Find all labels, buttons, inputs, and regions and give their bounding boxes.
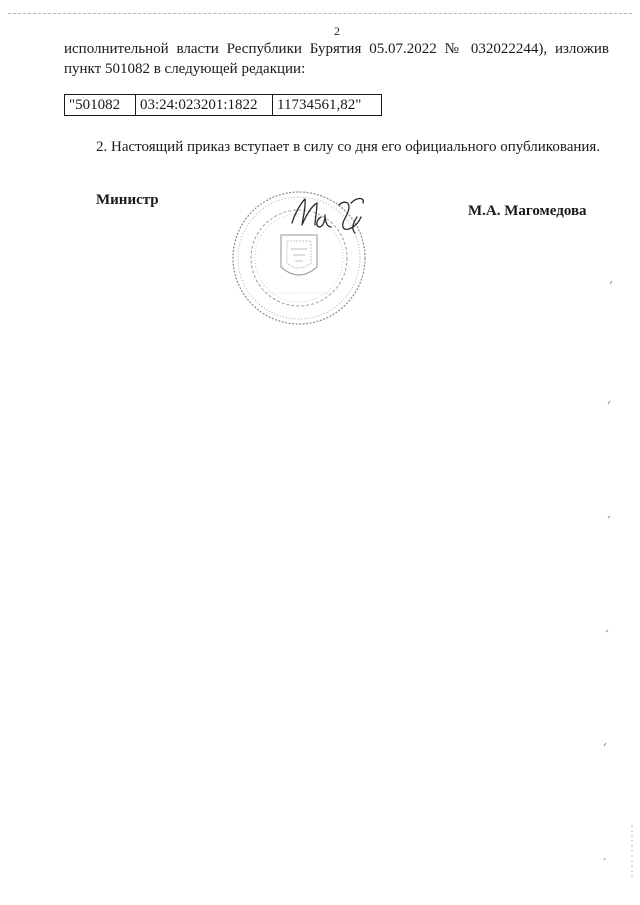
page-number: 2	[334, 24, 340, 38]
table-cell-cadastral-value: 11734561,82"	[273, 95, 382, 116]
signatory-name: М.А. Магомедова	[468, 203, 587, 219]
paragraph-1-line-2: пункт 501082 в следующей редакции:	[64, 61, 306, 77]
signatory-title: Министр	[96, 192, 159, 208]
table-cell-item-number: "501082	[65, 95, 136, 116]
paragraph-2: 2. Настоящий приказ вступает в силу со дня его официального опубликования.	[96, 139, 601, 155]
paragraph-1-line-1: исполнительной власти Республики Бурятия 05.07.2022 № 032022244), изложив	[64, 41, 609, 57]
table-cell-cadastral-number: 03:24:023201:1822	[136, 95, 273, 116]
